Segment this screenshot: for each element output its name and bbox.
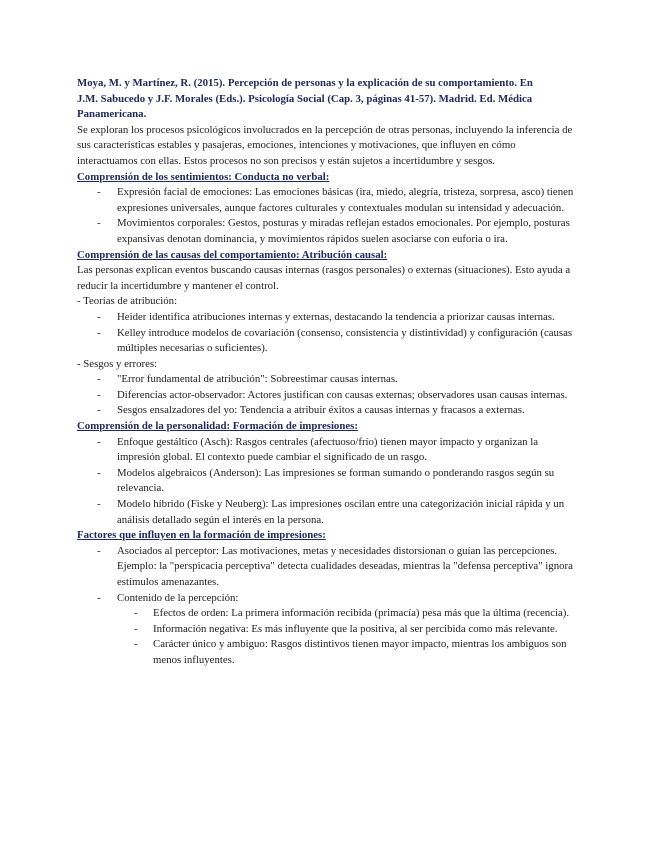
reference-line-1: Moya, M. y Martínez, R. (2015). Percepción de personas y la explicación de su comportamiento. En	[77, 77, 533, 89]
theories-label: - Teorías de atribución:	[77, 295, 178, 308]
list-item: - Asociados al perceptor: Las motivaciones, metas y necesidades distorsionan o guían las percepciones. Ejemplo: la "perspicacia perceptiva" detecta cualidades deseadas, mientras la "defensa perceptiva" ignora estímulos amenazantes.	[77, 544, 577, 591]
reference-line-2: J.M. Sabucedo y J.F. Morales (Eds.). Psicología Social (Cap. 3, páginas 41-57). Madrid. Ed. Médica	[77, 92, 533, 105]
content-sublist	[117, 606, 577, 668]
list-item: - Modelos algebraicos (Anderson): Las impresiones se forman sumando o ponderando rasgos según su relevancia.	[77, 466, 577, 497]
content-label: Contenido de la percepción:	[117, 591, 239, 604]
factors-list	[77, 544, 577, 669]
list-item: - "Error fundamental de atribución": Sobreestimar causas internas.	[77, 372, 577, 388]
heading-attribution: Comprensión de las causas del comportamiento: Atribución causal:	[77, 248, 388, 261]
list-item: - Modelo híbrido (Fiske y Neuberg): Las impresiones oscilan entre una categorización inicial rápida y un análisis detallado según el interés en la persona.	[77, 497, 577, 528]
sub-list-item: - Efectos de orden: La primera información recibida (primacía) pesa más que la última (recencia).	[117, 606, 577, 622]
heading-personality: Comprensión de la personalidad: Formación de impresiones:	[77, 420, 358, 433]
list-item	[77, 591, 577, 669]
personality-list	[77, 435, 577, 529]
list-item: - Enfoque gestáltico (Asch): Rasgos centrales (afectuoso/frío) tienen mayor impacto y organizan la impresión global. El contexto puede cambiar el significado de un rasgo.	[77, 435, 577, 466]
biases-label: - Sesgos y errores:	[77, 357, 158, 370]
list-item: - Kelley introduce modelos de covariación (consenso, consistencia y distintividad) y configuración (causas múltiples necesarias o suficientes).	[77, 326, 577, 357]
heading-nonverbal: Comprensión de los sentimientos: Conducta no verbal:	[77, 170, 330, 183]
nonverbal-list	[77, 185, 577, 247]
sub-list-item: - Información negativa: Es más influyente que la positiva, al ser percibida como más relevante.	[117, 622, 577, 638]
biases-list	[77, 372, 577, 419]
reference-line-3: Panamericana.	[77, 108, 147, 121]
intro-paragraph: Se exploran los procesos psicológicos involucrados en la percepción de otras personas, incluyendo la inferencia de sus características estables y pasajeras, emociones, intenciones y motivaciones, que influyen en cómo interactuamos con ellas. Estos procesos no son precisos y están sujetos a incertidumbre y sesgos.	[77, 123, 573, 167]
theories-list	[77, 310, 577, 357]
list-item: - Diferencias actor-observador: Actores justifican con causas externas; observadores usan causas internas.	[77, 388, 577, 404]
reference-citation	[77, 76, 577, 123]
sub-list-item: - Carácter único y ambiguo: Rasgos distintivos tienen mayor impacto, mientras los ambiguos son menos influyentes.	[117, 637, 577, 668]
list-item: - Heider identifica atribuciones internas y externas, destacando la tendencia a priorizar causas internas.	[77, 310, 577, 326]
list-item: - Expresión facial de emociones: Las emociones básicas (ira, miedo, alegría, tristeza, sorpresa, asco) tienen expresiones universales, aunque factores culturales y contextuales modulan su intensidad y adecuación.	[77, 185, 577, 216]
list-item: - Movimientos corporales: Gestos, posturas y miradas reflejan estados emocionales. Por ejemplo, posturas expansivas denotan dominancia, y movimientos rápidos suelen asociarse con euforia o ira.	[77, 216, 577, 247]
list-item: - Sesgos ensalzadores del yo: Tendencia a atribuir éxitos a causas internas y fracasos a externas.	[77, 403, 577, 419]
attribution-paragraph: Las personas explican eventos buscando causas internas (rasgos personales) o externas (situaciones). Esto ayuda a reducir la incertidumbre y mantener el control.	[77, 264, 571, 292]
document-page	[77, 76, 577, 669]
heading-factors: Factores que influyen en la formación de impresiones:	[77, 529, 326, 542]
